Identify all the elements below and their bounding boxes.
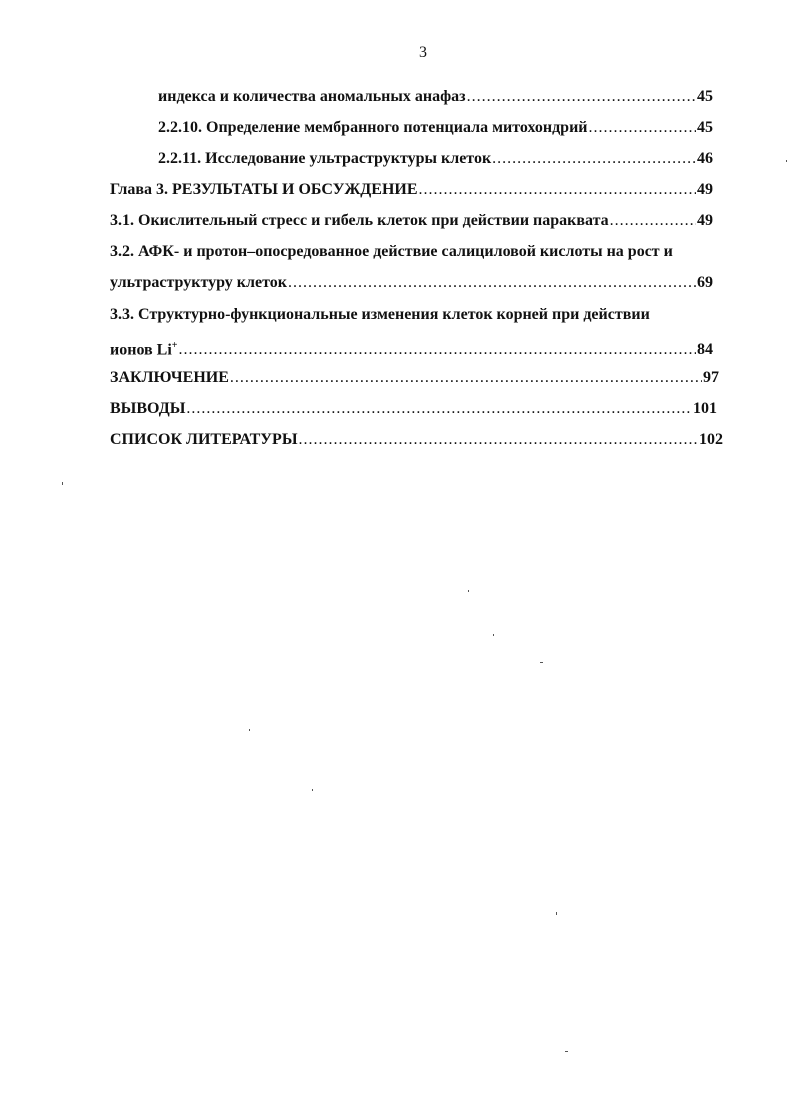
toc-entry-page: 84 [697,341,713,357]
toc-entry-label: 3.1. Окислительный стресс и гибель клеток при действии параквата [110,212,609,229]
toc-entry [110,272,713,294]
toc-entry-page: 101 [693,400,717,417]
toc-entry-label: 2.2.10. Определение мембранного потенциала митохондрий [158,119,588,136]
toc-entry [110,398,717,420]
toc-entry-page: 102 [699,431,723,448]
toc-leader-dots [492,148,696,170]
toc-entry-page: 45 [697,119,713,136]
toc-entry [110,241,730,263]
toc-leader-dots [467,86,696,108]
toc-entry [110,304,710,326]
toc-entry-page: 69 [697,274,713,291]
toc-entry-label: ультраструктуру клеток [110,274,287,291]
scan-speck [786,160,787,162]
page-number: 3 [419,44,427,61]
toc-leader-dots [288,272,696,294]
toc-entry-label: индекса и количества аномальных анафаз [158,88,466,105]
scan-speck [565,1051,568,1052]
toc-entry [110,429,723,451]
toc-entry-label: ЗАКЛЮЧЕНИЕ [110,369,229,386]
toc-entry-label: 2.2.11. Исследование ультраструктуры клеток [158,150,492,167]
toc-entry [110,179,713,201]
toc-entry [110,210,713,232]
toc-entry [158,148,713,170]
toc-entry [158,86,713,108]
toc-leader-dots [589,117,696,139]
toc-entry [110,335,713,357]
scan-speck [468,590,469,592]
scan-speck [249,729,250,731]
scan-speck [62,482,63,485]
toc-entry [110,367,719,389]
toc-entry-page: 97 [703,369,719,386]
toc-leader-dots [419,179,696,201]
toc-entry-label: ионов Li+ [110,340,178,357]
toc-entry-label: ВЫВОДЫ [110,400,186,417]
toc-entry-page: 49 [697,181,713,198]
toc-leader-dots [179,339,697,357]
scan-speck [540,662,543,663]
toc-entry-page: 49 [697,212,713,229]
scan-speck [493,634,494,636]
superscript-plus: + [171,340,178,351]
toc-entry-label: Глава 3. РЕЗУЛЬТАТЫ И ОБСУЖДЕНИЕ [110,181,418,198]
toc-leader-dots [186,398,692,420]
scan-speck [312,789,313,791]
toc-entry-page: 45 [697,88,713,105]
scan-speck [556,912,557,915]
toc-entry-label: 3.2. АФК- и протон–опосредованное действие салициловой кислоты на рост и [110,243,673,260]
toc-entry-label: СПИСОК ЛИТЕРАТУРЫ [110,431,298,448]
toc-leader-dots [610,210,696,232]
toc-leader-dots [299,429,698,451]
toc-entry-page: 46 [697,150,713,167]
toc-entry-label: 3.3. Структурно-функциональные изменения клеток корней при действии [110,306,650,323]
toc-leader-dots [230,367,702,389]
toc-entry [158,117,713,139]
